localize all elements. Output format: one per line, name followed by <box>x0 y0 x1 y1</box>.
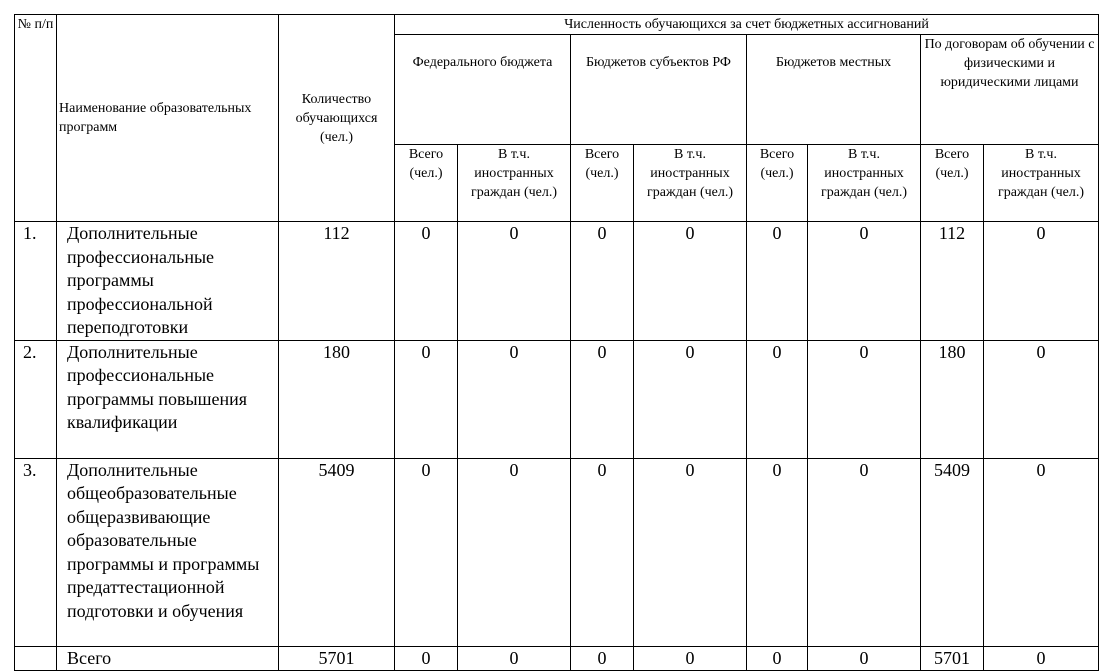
value-cell: 0 <box>747 458 808 646</box>
value-cell: 0 <box>458 222 571 341</box>
value-cell: 5409 <box>921 458 984 646</box>
value-cell: 0 <box>634 458 747 646</box>
value-cell: 0 <box>747 222 808 341</box>
value-cell: 5701 <box>921 646 984 671</box>
value-cell: 0 <box>984 458 1099 646</box>
header-total-contracts: Всего (чел.) <box>921 145 984 222</box>
total-label: Всего <box>57 646 279 671</box>
value-cell: 0 <box>984 222 1099 341</box>
program-name: Дополнительные профессиональные программы профессиональной переподготовки <box>57 222 279 341</box>
value-cell: 0 <box>571 646 634 671</box>
header-local-budget: Бюджетов местных <box>747 35 921 145</box>
value-cell: 0 <box>747 340 808 458</box>
value-cell: 0 <box>634 646 747 671</box>
program-name: Дополнительные профессиональные программы повышения квалификации <box>57 340 279 458</box>
value-cell: 0 <box>571 222 634 341</box>
header-foreign-federal: В т.ч. иностранных граждан (чел.) <box>458 145 571 222</box>
header-regional-budget: Бюджетов субъектов РФ <box>571 35 747 145</box>
row-number: 3. <box>15 458 57 646</box>
value-cell: 0 <box>571 458 634 646</box>
student-count: 180 <box>279 340 395 458</box>
value-cell: 0 <box>458 340 571 458</box>
value-cell: 0 <box>984 340 1099 458</box>
header-row-1 <box>15 15 1099 35</box>
header-program-name: Наименование образовательных программ <box>57 15 279 222</box>
value-cell: 180 <box>921 340 984 458</box>
row-number <box>15 646 57 671</box>
student-count: 5409 <box>279 458 395 646</box>
row-number: 2. <box>15 340 57 458</box>
value-cell: 0 <box>808 458 921 646</box>
header-total-local: Всего (чел.) <box>747 145 808 222</box>
value-cell: 0 <box>634 222 747 341</box>
table-row <box>15 340 1099 458</box>
header-student-count: Количество обучающихся (чел.) <box>279 15 395 222</box>
header-total-federal: Всего (чел.) <box>395 145 458 222</box>
value-cell: 0 <box>571 340 634 458</box>
header-federal-budget: Федерального бюджета <box>395 35 571 145</box>
row-number: 1. <box>15 222 57 341</box>
value-cell: 0 <box>395 458 458 646</box>
student-count: 112 <box>279 222 395 341</box>
value-cell: 0 <box>984 646 1099 671</box>
value-cell: 0 <box>808 646 921 671</box>
header-foreign-local: В т.ч. иностранных граждан (чел.) <box>808 145 921 222</box>
program-name: Дополнительные общеобразовательные общеразвивающие образовательные программы и программы предаттестационной подготовки и обучения <box>57 458 279 646</box>
value-cell: 0 <box>395 222 458 341</box>
table-row <box>15 458 1099 646</box>
value-cell: 0 <box>634 340 747 458</box>
header-foreign-contracts: В т.ч. иностранных граждан (чел.) <box>984 145 1099 222</box>
value-cell: 112 <box>921 222 984 341</box>
table-row <box>15 222 1099 341</box>
value-cell: 0 <box>395 340 458 458</box>
header-budget-group: Численность обучающихся за счет бюджетных ассигнований <box>395 15 1099 35</box>
header-contracts: По договорам об обучении с физическими и юридическими лицами <box>921 35 1099 145</box>
value-cell: 0 <box>395 646 458 671</box>
statistics-table-container <box>14 14 1099 671</box>
value-cell: 0 <box>808 222 921 341</box>
value-cell: 0 <box>747 646 808 671</box>
value-cell: 0 <box>808 340 921 458</box>
header-num: № п/п <box>15 15 57 222</box>
header-foreign-regional: В т.ч. иностранных граждан (чел.) <box>634 145 747 222</box>
total-student-count: 5701 <box>279 646 395 671</box>
header-total-regional: Всего (чел.) <box>571 145 634 222</box>
total-row <box>15 646 1099 671</box>
value-cell: 0 <box>458 458 571 646</box>
value-cell: 0 <box>458 646 571 671</box>
students-count-table <box>14 14 1099 671</box>
